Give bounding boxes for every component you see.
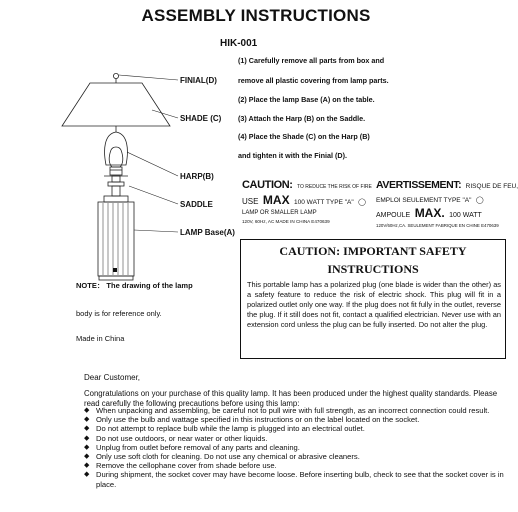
shade-label: SHADE (C): [180, 114, 222, 123]
step-line: (3) Attach the Harp (B) on the Saddle.: [238, 114, 366, 123]
bulb-shape: [109, 147, 123, 167]
list-item: ◆ Do not attempt to replace bulb while the lamp is plugged into an electrical outlet.: [84, 424, 509, 433]
safety-heading: INSTRUCTIONS: [327, 262, 419, 276]
step-line: remove all plastic covering from lamp parts.: [238, 76, 389, 85]
list-item: ◆ Only use soft cloth for cleaning. Do not use any chemical or abrasive cleaners.: [84, 452, 509, 461]
list-item: ◆ Remove the cellophane cover from shade before use.: [84, 461, 509, 470]
shade-shape: [62, 83, 170, 126]
note-line: body is for reference only.: [76, 309, 162, 318]
safety-heading: CAUTION: IMPORTANT SAFETY: [279, 244, 467, 258]
caution-label: [242, 178, 518, 234]
precautions-list: [84, 406, 509, 489]
caution-french: AVERTISSEMENT: RISQUE DE FEU, EMPLOI SEULEMENT TYPE "A" ◯ AMPOULE MAX. 100 WATT 120V/60Hz,CA. SEULEMENT FABRIQUE EN CHINE E470639: [376, 179, 518, 228]
list-item: ◆ Only use the bulb and wattage specified in this instructions or on the label located on the socket.: [84, 415, 509, 424]
step-line: (2) Place the lamp Base (A) on the table.: [238, 95, 375, 104]
list-item: ◆ When unpacking and assembling, be careful not to pull wire with full strength, as an incorrect connection could result.: [84, 406, 509, 415]
safety-instructions-box: [240, 239, 506, 359]
finial-label: FINIAL(D): [180, 76, 217, 85]
lamp-base-label: LAMP Base(A): [180, 228, 235, 237]
socket-shape: [110, 167, 122, 175]
model-number: HIK-001: [220, 38, 258, 49]
note-line: NOTE： The drawing of the lamp: [76, 281, 193, 290]
greeting: Dear Customer,: [84, 373, 141, 382]
saddle-label: SADDLE: [180, 200, 213, 209]
harp-label: HARP(B): [180, 172, 214, 181]
intro-paragraph: Congratulations on your purchase of this quality lamp. It has been produced under the highest quality standards. Please read carefully the following precautions before using this lamp:: [84, 389, 498, 408]
harp-shape: [105, 132, 128, 165]
list-item: ◆ Unplug from outlet before removal of any parts and cleaning.: [84, 443, 509, 452]
list-item: ◆ Do not use outdoors, or near water or other liquids.: [84, 434, 509, 443]
finial-shape: [113, 73, 118, 78]
made-in-china: Made in China: [76, 334, 125, 343]
step-line: and tighten it with the Finial (D).: [238, 151, 347, 160]
document-title: ASSEMBLY INSTRUCTIONS: [141, 6, 371, 25]
bulb-icon: ◯: [475, 197, 484, 204]
caution-english: CAUTION: TO REDUCE THE RISK OF FIRE USE MAX 100 WATT TYPE "A" ◯ LAMP OR SMALLER LAMP 120V, 60Hz, AC MADE IN CHINA E470639: [242, 179, 372, 224]
bulb-icon: ◯: [358, 199, 366, 206]
step-line: (1) Carefully remove all parts from box and: [238, 56, 385, 65]
list-item: ◆ During shipment, the socket cover may have become loose. Before inserting bulb, check to see that the socket cover is in place.: [84, 470, 509, 488]
step-line: (4) Place the Shade (C) on the Harp (B): [238, 132, 370, 141]
lamp-base-shape: [98, 202, 134, 276]
safety-body: This portable lamp has a polarized plug (one blade is wider than the other) as a safety feature to reduce the risk of electric shock. This plug will fit in a polarized outlet only one way. If the plug does not fit fully in the outlet, reverse the plug. If it still does not fit, contact a qualified electrician. Never use with an extension cord unless the plug can be fully inserted. Do not alter the plug.: [247, 280, 501, 329]
